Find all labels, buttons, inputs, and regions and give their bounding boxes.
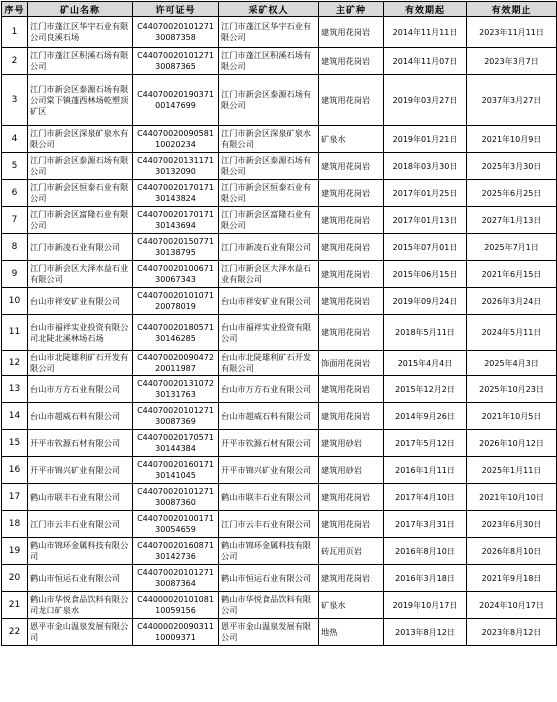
license-no-cell: C4407002016087130142736: [133, 538, 219, 565]
start-date-cell: 2018年03月30日: [384, 153, 467, 180]
header-mine-name: 矿山名称: [28, 2, 133, 17]
end-date-cell: 2025年1月11日: [467, 457, 557, 484]
row-no-cell: 14: [2, 403, 28, 430]
row-no-cell: 22: [2, 619, 28, 646]
mineral-cell: 建筑用花岗岩: [319, 511, 384, 538]
row-no-cell: 19: [2, 538, 28, 565]
header-owner: 采矿权人: [219, 2, 319, 17]
row-no-cell: 10: [2, 288, 28, 315]
start-date-cell: 2017年01月13日: [384, 207, 467, 234]
mine-name-cell: 台山市祥安矿业有限公司: [28, 288, 133, 315]
end-date-cell: 2023年3月7日: [467, 48, 557, 75]
owner-cell: 江门市蓬江区积溪石场有限公司: [219, 48, 319, 75]
owner-cell: 江门市新会区恒泰石业有限公司: [219, 180, 319, 207]
start-date-cell: 2015年07月01日: [384, 234, 467, 261]
table-row: [2, 17, 557, 48]
mine-name-cell: 江门市新会区泰源石场有限公司棠下镇蓬西林场乾塑顶矿区: [28, 75, 133, 126]
owner-cell: 江门市蓬江区华宇石业有限公司: [219, 17, 319, 48]
mining-license-table: [1, 1, 557, 646]
license-no-cell: C4407002010107120078019: [133, 288, 219, 315]
mineral-cell: 矿泉水: [319, 592, 384, 619]
end-date-cell: 2023年6月30日: [467, 511, 557, 538]
header-license-no: 许可证号: [133, 2, 219, 17]
mineral-cell: 矿泉水: [319, 126, 384, 153]
mineral-cell: 建筑用花岗岩: [319, 75, 384, 126]
mineral-cell: 建筑用花岗岩: [319, 261, 384, 288]
start-date-cell: 2017年5月12日: [384, 430, 467, 457]
start-date-cell: 2016年3月18日: [384, 565, 467, 592]
row-no-cell: 3: [2, 75, 28, 126]
row-no-cell: 17: [2, 484, 28, 511]
end-date-cell: 2021年10月9日: [467, 126, 557, 153]
row-no-cell: 16: [2, 457, 28, 484]
table-row: [2, 511, 557, 538]
license-no-cell: C4407002017017130143694: [133, 207, 219, 234]
table-row: [2, 315, 557, 351]
table-row: [2, 619, 557, 646]
mine-name-cell: 江门市新会区深泉矿泉水有限公司: [28, 126, 133, 153]
table-row: [2, 565, 557, 592]
start-date-cell: 2013年8月12日: [384, 619, 467, 646]
owner-cell: 台山市北陡雄利矿石开发有限公司: [219, 351, 319, 376]
end-date-cell: 2027年1月13日: [467, 207, 557, 234]
end-date-cell: 2025年3月30日: [467, 153, 557, 180]
table-row: [2, 457, 557, 484]
end-date-cell: 2023年11月11日: [467, 17, 557, 48]
owner-cell: 江门市新凌石业有限公司: [219, 234, 319, 261]
license-no-cell: C4407002017057130144384: [133, 430, 219, 457]
license-no-cell: C4407002019037100147699: [133, 75, 219, 126]
license-no-cell: C4407002009058110020234: [133, 126, 219, 153]
table-row: [2, 430, 557, 457]
row-no-cell: 11: [2, 315, 28, 351]
mineral-cell: 建筑用花岗岩: [319, 48, 384, 75]
start-date-cell: 2017年3月31日: [384, 511, 467, 538]
start-date-cell: 2015年12月2日: [384, 376, 467, 403]
table-row: [2, 403, 557, 430]
mineral-cell: 建筑用花岗岩: [319, 234, 384, 261]
mine-name-cell: 江门市新会区泰源石场有限公司: [28, 153, 133, 180]
row-no-cell: 12: [2, 351, 28, 376]
owner-cell: 台山市祥安矿业有限公司: [219, 288, 319, 315]
start-date-cell: 2015年06月15日: [384, 261, 467, 288]
owner-cell: 台山市超威石料有限公司: [219, 403, 319, 430]
owner-cell: 开平市钦源石材有限公司: [219, 430, 319, 457]
mineral-cell: 建筑用花岗岩: [319, 288, 384, 315]
mine-name-cell: 台山市万方石业有限公司: [28, 376, 133, 403]
table-row: [2, 351, 557, 376]
owner-cell: 开平市锦兴矿业有限公司: [219, 457, 319, 484]
end-date-cell: 2026年10月12日: [467, 430, 557, 457]
table-row: [2, 592, 557, 619]
table-row: [2, 261, 557, 288]
mineral-cell: 建筑用花岗岩: [319, 17, 384, 48]
mine-name-cell: 台山市福祥实业投资有限公司北陡北溪林场石场: [28, 315, 133, 351]
table-row: [2, 153, 557, 180]
table-row: [2, 48, 557, 75]
row-no-cell: 13: [2, 376, 28, 403]
license-no-cell: C4407002010127130087365: [133, 48, 219, 75]
row-no-cell: 18: [2, 511, 28, 538]
mine-name-cell: 江门市新凌石业有限公司: [28, 234, 133, 261]
owner-cell: 台山市福祥实业投资有限公司: [219, 315, 319, 351]
header-start-date: 有效期起: [384, 2, 467, 17]
table-row: [2, 207, 557, 234]
license-no-cell: C4407002018057130146285: [133, 315, 219, 351]
row-no-cell: 4: [2, 126, 28, 153]
row-no-cell: 7: [2, 207, 28, 234]
start-date-cell: 2016年8月10日: [384, 538, 467, 565]
row-no-cell: 6: [2, 180, 28, 207]
mine-name-cell: 恩平市金山温泉发展有限公司: [28, 619, 133, 646]
end-date-cell: 2026年8月10日: [467, 538, 557, 565]
owner-cell: 江门市新会区泰源石场有限公司: [219, 153, 319, 180]
license-no-cell: C4407002010127130087360: [133, 484, 219, 511]
header-end-date: 有效期止: [467, 2, 557, 17]
owner-cell: 鹤山市锦环金属科技有限公司: [219, 538, 319, 565]
mine-name-cell: 江门市新会区恒泰石业有限公司: [28, 180, 133, 207]
end-date-cell: 2021年10月10日: [467, 484, 557, 511]
mine-name-cell: 台山市北陡雄利矿石开发有限公司: [28, 351, 133, 376]
license-no-cell: C4407002010127130087358: [133, 17, 219, 48]
owner-cell: 鹤山市华悦食品饮料有限公司: [219, 592, 319, 619]
owner-cell: 台山市万方石业有限公司: [219, 376, 319, 403]
license-no-cell: C4407002013117130132090: [133, 153, 219, 180]
end-date-cell: 2021年10月5日: [467, 403, 557, 430]
row-no-cell: 2: [2, 48, 28, 75]
mine-name-cell: 江门市蓬江区积溪石场有限公司: [28, 48, 133, 75]
mineral-cell: 建筑用花岗岩: [319, 484, 384, 511]
header-row: [2, 2, 557, 17]
end-date-cell: 2021年9月18日: [467, 565, 557, 592]
end-date-cell: 2025年7月1日: [467, 234, 557, 261]
mineral-cell: 建筑用花岗岩: [319, 565, 384, 592]
start-date-cell: 2019年09月24日: [384, 288, 467, 315]
owner-cell: 鹤山市恒运石业有限公司: [219, 565, 319, 592]
start-date-cell: 2017年01月25日: [384, 180, 467, 207]
start-date-cell: 2015年4月4日: [384, 351, 467, 376]
row-no-cell: 20: [2, 565, 28, 592]
license-no-cell: C4407002010127130087364: [133, 565, 219, 592]
mineral-cell: 建筑用花岗岩: [319, 376, 384, 403]
license-no-cell: C4407002009047220011987: [133, 351, 219, 376]
mineral-cell: 地热: [319, 619, 384, 646]
start-date-cell: 2016年1月11日: [384, 457, 467, 484]
license-no-cell: C4400002010108110059156: [133, 592, 219, 619]
license-no-cell: C4407002013107230131763: [133, 376, 219, 403]
owner-cell: 江门市新会区泰源石场有限公司: [219, 75, 319, 126]
mineral-cell: 建筑用砂岩: [319, 457, 384, 484]
mine-name-cell: 鹤山市恒运石业有限公司: [28, 565, 133, 592]
end-date-cell: 2037年3月27日: [467, 75, 557, 126]
mine-name-cell: 鹤山市联丰石业有限公司: [28, 484, 133, 511]
table-row: [2, 538, 557, 565]
mineral-cell: 建筑用花岗岩: [319, 153, 384, 180]
license-no-cell: C4407002016017130141045: [133, 457, 219, 484]
mine-name-cell: 江门市云丰石业有限公司: [28, 511, 133, 538]
mineral-cell: 砖瓦用页岩: [319, 538, 384, 565]
start-date-cell: 2019年03月27日: [384, 75, 467, 126]
table-row: [2, 234, 557, 261]
owner-cell: 江门市云丰石业有限公司: [219, 511, 319, 538]
mine-name-cell: 开平市钦源石材有限公司: [28, 430, 133, 457]
table-row: [2, 288, 557, 315]
end-date-cell: 2026年3月24日: [467, 288, 557, 315]
row-no-cell: 8: [2, 234, 28, 261]
end-date-cell: 2023年8月12日: [467, 619, 557, 646]
mineral-cell: 建筑用花岗岩: [319, 180, 384, 207]
end-date-cell: 2025年4月3日: [467, 351, 557, 376]
start-date-cell: 2014年11月07日: [384, 48, 467, 75]
license-no-cell: C4407002015077130138795: [133, 234, 219, 261]
row-no-cell: 1: [2, 17, 28, 48]
end-date-cell: 2024年10月17日: [467, 592, 557, 619]
end-date-cell: 2025年10月23日: [467, 376, 557, 403]
mine-name-cell: 江门市蓬江区华宇石业有限公司良溪石场: [28, 17, 133, 48]
owner-cell: 江门市新会区深泉矿泉水有限公司: [219, 126, 319, 153]
mine-name-cell: 开平市锦兴矿业有限公司: [28, 457, 133, 484]
license-no-cell: C4407002010017130054659: [133, 511, 219, 538]
table-row: [2, 376, 557, 403]
start-date-cell: 2018年5月11日: [384, 315, 467, 351]
owner-cell: 江门市新会区大泽水益石业有限公司: [219, 261, 319, 288]
license-no-cell: C4400002009031110009371: [133, 619, 219, 646]
mine-name-cell: 江门市新会区富隆石业有限公司: [28, 207, 133, 234]
row-no-cell: 21: [2, 592, 28, 619]
start-date-cell: 2017年4月10日: [384, 484, 467, 511]
header-mineral: 主矿种: [319, 2, 384, 17]
end-date-cell: 2025年6月25日: [467, 180, 557, 207]
owner-cell: 江门市新会区富隆石业有限公司: [219, 207, 319, 234]
owner-cell: 鹤山市联丰石业有限公司: [219, 484, 319, 511]
mineral-cell: 饰面用花岗岩: [319, 351, 384, 376]
mineral-cell: 建筑用花岗岩: [319, 403, 384, 430]
table-row: [2, 180, 557, 207]
start-date-cell: 2019年10月17日: [384, 592, 467, 619]
license-no-cell: C4407002017017130143824: [133, 180, 219, 207]
mine-name-cell: 台山市超威石料有限公司: [28, 403, 133, 430]
row-no-cell: 9: [2, 261, 28, 288]
start-date-cell: 2014年9月26日: [384, 403, 467, 430]
table-row: [2, 126, 557, 153]
start-date-cell: 2014年11月11日: [384, 17, 467, 48]
mineral-cell: 建筑用花岗岩: [319, 207, 384, 234]
row-no-cell: 15: [2, 430, 28, 457]
table-row: [2, 484, 557, 511]
license-no-cell: C4407002010067130067343: [133, 261, 219, 288]
table-row: [2, 75, 557, 126]
mine-name-cell: 江门市新会区大泽水益石业有限公司: [28, 261, 133, 288]
owner-cell: 恩平市金山温泉发展有限公司: [219, 619, 319, 646]
end-date-cell: 2024年5月11日: [467, 315, 557, 351]
mine-name-cell: 鹤山市锦环金属科技有限公司: [28, 538, 133, 565]
license-no-cell: C4407002010127130087369: [133, 403, 219, 430]
end-date-cell: 2021年6月15日: [467, 261, 557, 288]
mineral-cell: 建筑用砂岩: [319, 430, 384, 457]
mine-name-cell: 鹤山市华悦食品饮料有限公司龙口矿泉水: [28, 592, 133, 619]
header-no: 序号: [2, 2, 28, 17]
row-no-cell: 5: [2, 153, 28, 180]
start-date-cell: 2019年01月21日: [384, 126, 467, 153]
mineral-cell: 建筑用花岗岩: [319, 315, 384, 351]
